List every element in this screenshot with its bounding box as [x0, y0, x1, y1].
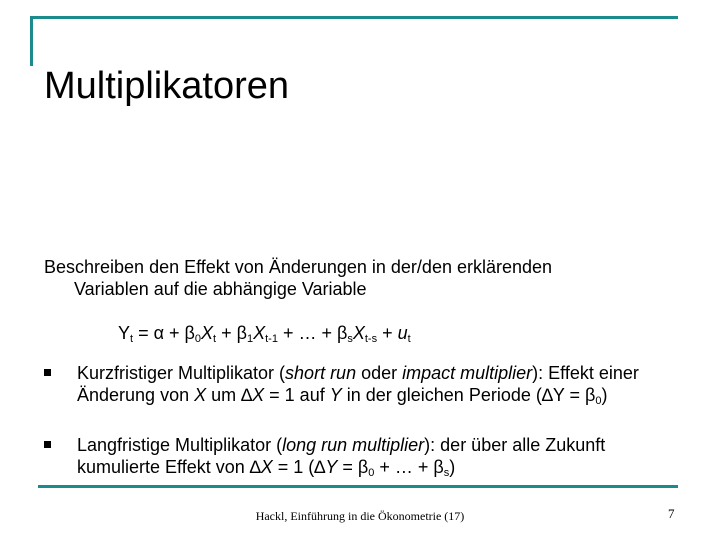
bullet-square-icon — [44, 441, 51, 448]
formula-sub-t: t — [130, 333, 134, 345]
formula-sub-s: s — [347, 333, 353, 345]
formula-x: X — [253, 323, 266, 343]
bullet-text-part: ) — [449, 457, 456, 477]
bullet-var: X — [194, 385, 207, 405]
left-rule — [30, 16, 33, 66]
bullet-italic-term: impact multiplier — [402, 363, 533, 383]
formula-sub-t: t — [407, 333, 411, 345]
formula-dots-beta: + … + β — [277, 323, 348, 343]
bullet-italic-term: short run — [285, 363, 357, 383]
bullet-var: X — [260, 457, 273, 477]
bullet-square-icon — [44, 369, 51, 376]
model-formula — [118, 322, 411, 350]
bullet-sub: s — [443, 467, 450, 479]
formula-alpha: = α + β — [133, 323, 195, 343]
bullet-var: Y — [325, 457, 338, 477]
lead-line-2: Variablen auf die abhängige Variable — [74, 279, 367, 299]
formula-beta1: + β — [216, 323, 247, 343]
bullet-text-part: um ∆ — [206, 385, 253, 405]
formula-sub-t-s: t-s — [364, 333, 378, 345]
formula-x: X — [201, 323, 214, 343]
bullet-text-part: ) — [601, 385, 608, 405]
formula-y: Y — [118, 323, 131, 343]
bullet-text-part: ): der über alle Zukunft kumulierte Effekt von ∆ — [77, 435, 606, 477]
lead-line-1: Beschreiben den Effekt von Änderungen in der/den erklärenden — [44, 257, 553, 277]
bullet-long-run — [77, 434, 677, 484]
bullet-text-part: Kurzfristiger Multiplikator ( — [77, 363, 286, 383]
bottom-rule — [38, 485, 678, 488]
formula-sub-t: t — [213, 333, 217, 345]
formula-plus: + — [377, 323, 398, 343]
bullet-text-part: = 1 auf — [264, 385, 330, 405]
bullet-text-part: oder — [356, 363, 403, 383]
bullet-text-part: Langfristige Multiplikator ( — [77, 435, 283, 455]
bullet-text-part: ): Effekt einer Änderung von — [77, 363, 639, 405]
bullet-sub: 0 — [595, 395, 602, 407]
bullet-text-part: = 1 (∆ — [272, 457, 326, 477]
footer-text: Hackl, Einführung in die Ökonometrie (17) — [255, 509, 465, 523]
formula-sub-t-1: t-1 — [265, 333, 278, 345]
bullet-sub: 0 — [368, 467, 375, 479]
top-rule — [30, 16, 678, 19]
bullet-var: X — [252, 385, 265, 405]
lead-paragraph — [44, 256, 684, 300]
bullet-text-part: + … + β — [374, 457, 444, 477]
bullet-short-run — [77, 362, 677, 412]
bullet-var: Y — [329, 385, 342, 405]
formula-x: X — [352, 323, 365, 343]
bullet-italic-term: long run multiplier — [282, 435, 425, 455]
formula-sub-1: 1 — [246, 333, 254, 345]
formula-u: u — [397, 323, 408, 343]
page-number: 7 — [668, 506, 675, 521]
slide-title: Multiplikatoren — [44, 65, 289, 107]
formula-sub-0: 0 — [194, 333, 201, 345]
bullet-text-part: in der gleichen Periode (∆Y = β — [341, 385, 596, 405]
bullet-text-part: = β — [337, 457, 369, 477]
